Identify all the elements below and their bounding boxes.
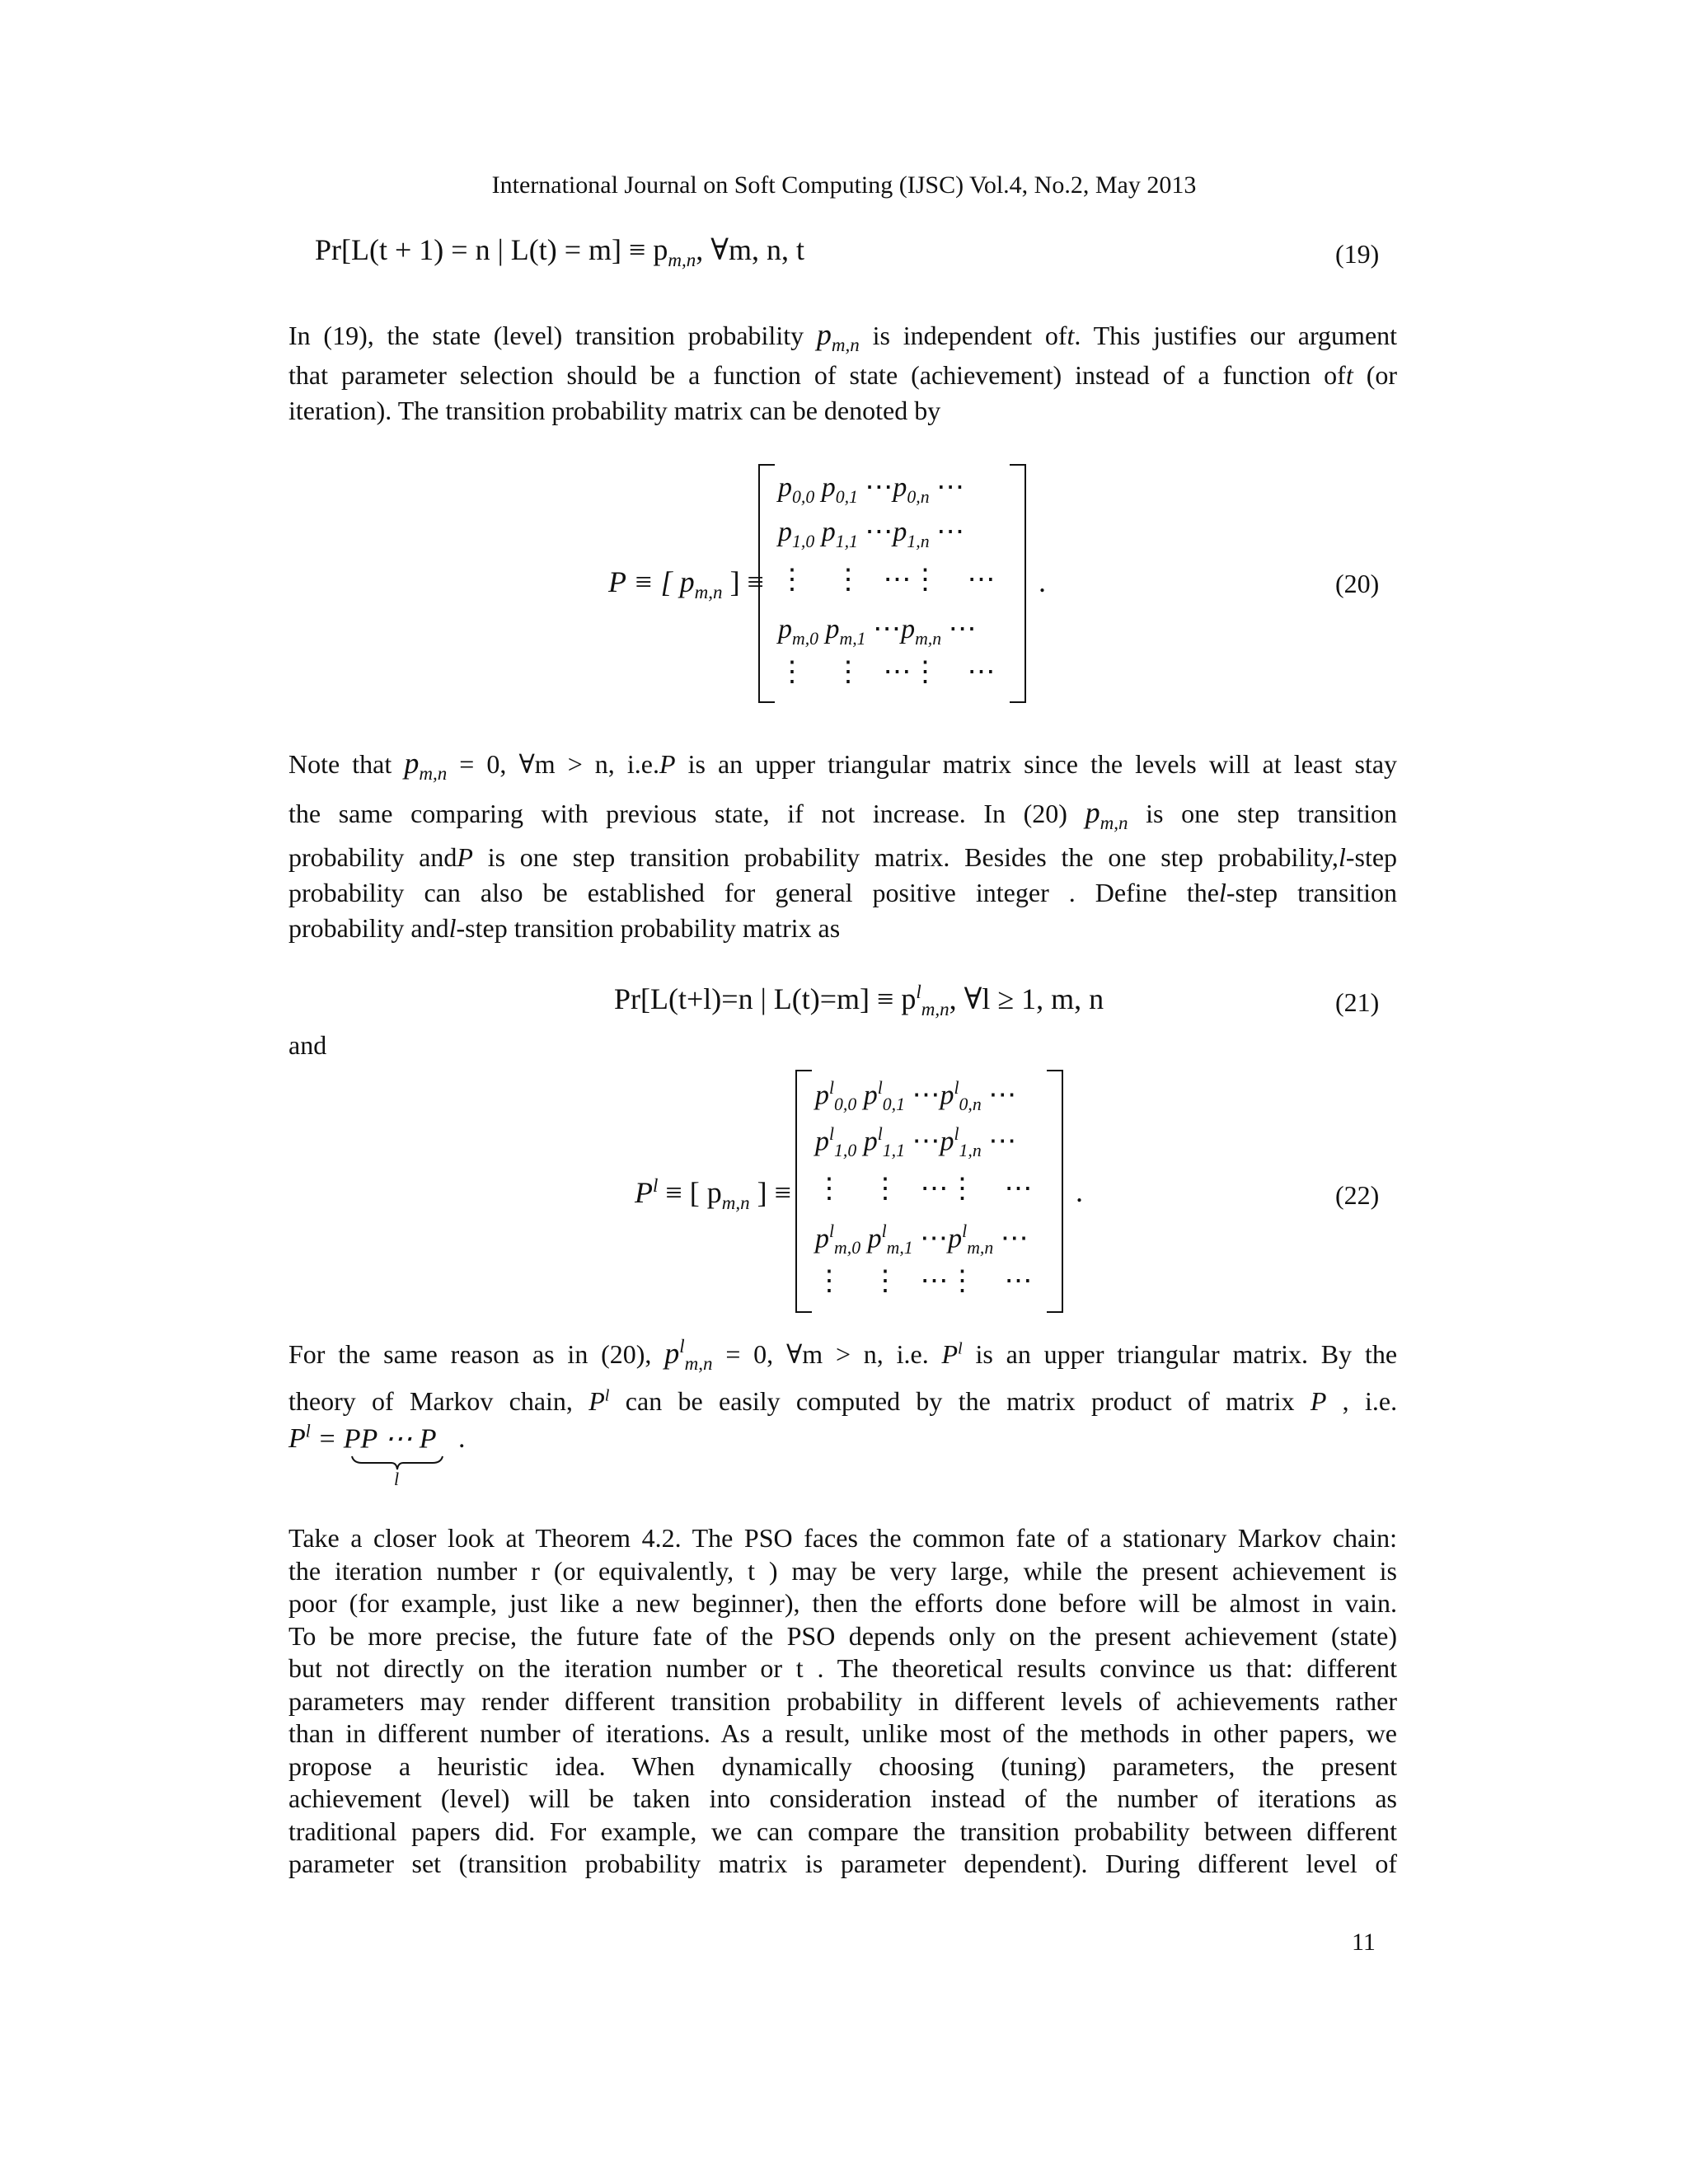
p3-l3-dot: . <box>457 1423 466 1455</box>
and-label: and <box>288 1030 327 1060</box>
p3-l1d: is an upper triangular matrix. By the <box>975 1339 1398 1369</box>
p3-line3: $P^l$ = PP ⋯ P . <box>288 1422 466 1455</box>
eq19-sub: m,n <box>668 249 696 271</box>
p1-l1c: . This justifies our argument <box>1074 321 1398 350</box>
eq20-lhs-tail: ] ≡ <box>722 565 764 598</box>
p2-l1d: is an upper triangular matrix since the levels will at least stay <box>687 749 1398 779</box>
eq22-lhs-sup: l <box>653 1174 659 1196</box>
equation-20-lhs <box>608 565 764 603</box>
eq20-period: . <box>1039 565 1046 598</box>
equation-21 <box>614 981 1104 1020</box>
eq22-number: (22) <box>1335 1180 1380 1210</box>
p1-line2: that parameter selection should be a function of state (achievement) instead of a function oft (or <box>288 360 1398 390</box>
p2-l1a: Note that <box>288 749 392 779</box>
p1-line1: In (19), the state (level) transition probability $p_{m,n}$ is independent oft. This justifies our argument <box>288 318 1398 356</box>
p2-l4: probability can also be established for general positive integer . Define the <box>288 878 1219 907</box>
p2-l1b: = 0, ∀m > n, <box>459 749 615 779</box>
eq20-number: (20) <box>1335 569 1380 598</box>
p4-line: than in different number of iterations. As a result, unlike most of the methods in other papers, we <box>288 1718 1397 1748</box>
equation-19 <box>315 232 804 271</box>
p3-l2c: , i.e. <box>1342 1386 1398 1416</box>
eq19-body: Pr[L(t + 1) = n | L(t) = m] ≡ p <box>315 233 668 266</box>
eq21-body: Pr[L(t+l)=n | L(t)=m] ≡ p <box>614 982 917 1015</box>
p2-l3b: is one step transition probability matrix. Besides the one step probability, <box>487 842 1339 872</box>
eq22-lhs: P <box>635 1176 653 1209</box>
p3-l2a: theory of Markov chain, <box>288 1386 573 1416</box>
p4-line: traditional papers did. For example, we can compare the transition probability between different <box>288 1816 1397 1846</box>
p3-l1b: = 0, ∀m > n, <box>725 1339 884 1369</box>
brace-label: l <box>394 1469 400 1489</box>
p1-l1a: In (19), the state (level) transition probability <box>288 321 804 350</box>
p1-l2a: that parameter selection should be a function of state (achievement) instead of a function of <box>288 360 1346 390</box>
p3-line1: For the same reason as in (20), $p^l_{m,n} = 0$, ∀m > n, i.e. $P^l$ is an upper triangular matrix. By the <box>288 1335 1398 1375</box>
eq21-sub: m,n <box>921 998 950 1020</box>
p2-l2b: is one step transition <box>1146 799 1398 828</box>
p3-l2b: can be easily computed by the matrix product of matrix <box>625 1386 1295 1416</box>
eq22-tail: ] ≡ <box>749 1176 791 1209</box>
p4-line: parameters may render different transition probability in different levels of achievements rather <box>288 1685 1397 1716</box>
page-number: 11 <box>1352 1929 1376 1956</box>
p2-line3: probability andP is one step transition probability matrix. Besides the one step probability,l-step <box>288 842 1398 872</box>
eq21-number: (21) <box>1335 987 1380 1017</box>
p4-line: parameter set (transition probability matrix is parameter dependent). During different level of <box>288 1849 1397 1878</box>
p1-l2b: (or <box>1366 360 1398 390</box>
p4-line: achievement (level) will be taken into consideration instead of the number of iterations as <box>288 1783 1397 1813</box>
p3-l3: = PP ⋯ P <box>317 1423 437 1455</box>
p3-l1a: For the same reason as in (20), <box>288 1339 652 1369</box>
p4-line: Take a closer look at Theorem 4.2. The PSO faces the common fate of a stationary Markov chain: <box>288 1523 1397 1553</box>
p2-l5b: -step transition probability matrix as <box>456 913 841 943</box>
matrix-P-l: $p^l_{0,0}$ $p^l_{0,1}$ $\cdots p^l_{0,n}$ ⋯ $p^l_{1,0}$ $p^l_{1,1}$ $\cdots p^l_{1,n}$ ⋯ ⋮ ⋮ ⋯⋮ ⋯ $p^l_{m,0}$ $p^l_{m,1}$ $\cdots p^l_{m,n}$ ⋯ ⋮ ⋮ ⋯⋮ ⋯ <box>795 1070 1063 1313</box>
eq20-lhs: P ≡ [ p <box>608 565 695 598</box>
eq21-tail: , ∀l ≥ 1, m, n <box>949 982 1104 1015</box>
equation-22-lhs <box>635 1174 791 1214</box>
eq20-lhs-sub: m,n <box>694 581 723 603</box>
p2-l2a: the same comparing with previous state, if not increase. In (20) <box>288 799 1067 828</box>
p3-line2: theory of Markov chain, $P^l$ can be easily computed by the matrix product of matrix P , i.e. <box>288 1386 1398 1416</box>
p2-l5a: probability and <box>288 913 449 943</box>
journal-header: International Journal on Soft Computing (IJSC) Vol.4, No.2, May 2013 <box>491 171 1197 199</box>
p2-l4b: -step transition <box>1226 878 1398 907</box>
p2-l3a: probability and <box>288 842 457 872</box>
p2-l1c: i.e. <box>626 749 659 779</box>
p4-line: the iteration number r (or equivalently, t ) may be very large, while the present achievement is <box>288 1555 1397 1586</box>
matrix-P: $p_{0,0}$ $p_{0,1}$ $\cdots p_{0,n}$ ⋯ $p_{1,0}$ $p_{1,1}$ $\cdots p_{1,n}$ ⋯ ⋮ ⋮ ⋯⋮ ⋯ $p_{m,0}$ $p_{m,1}$ $\cdots p_{m,n}$ ⋯ ⋮ ⋮ ⋯⋮ ⋯ <box>758 464 1026 703</box>
eq22-mid: ≡ [ p <box>658 1176 722 1209</box>
p2-line1: Note that $p_{m,n} = 0$, ∀m > n, i.e.P is an upper triangular matrix since the levels will at least stay <box>288 747 1398 785</box>
p2-l3c: -step <box>1345 842 1398 872</box>
eq19-tail: , ∀m, n, t <box>696 233 804 266</box>
eq22-mid-sub: m,n <box>721 1192 750 1214</box>
p1-l1b: is independent of <box>872 321 1067 350</box>
eq22-period: . <box>1076 1175 1083 1208</box>
p1-line3: iteration). The transition probability matrix can be denoted by <box>288 396 941 425</box>
p4-line: poor (for example, just like a new beginner), then the efforts done before will be almost in vain. <box>288 1588 1397 1618</box>
p4-line: To be more precise, the future fate of the PSO depends only on the present achievement (state) <box>288 1620 1397 1651</box>
p2-line5: probability andl-step transition probability matrix as <box>288 913 841 943</box>
eq19-number: (19) <box>1335 239 1380 269</box>
p2-line2: the same comparing with previous state, if not increase. In (20) $p_{m,n}$ is one step transition <box>288 796 1398 834</box>
p3-l1c: i.e. <box>896 1339 929 1369</box>
p4-line: but not directly on the iteration number or t . The theoretical results convince us that: different <box>288 1653 1397 1683</box>
eq21-sup: l <box>916 981 921 1002</box>
p2-line4: probability can also be established for general positive integer . Define thel-step transition <box>288 878 1398 907</box>
p4-line: propose a heuristic idea. When dynamically choosing (tuning) parameters, the present <box>288 1750 1397 1781</box>
